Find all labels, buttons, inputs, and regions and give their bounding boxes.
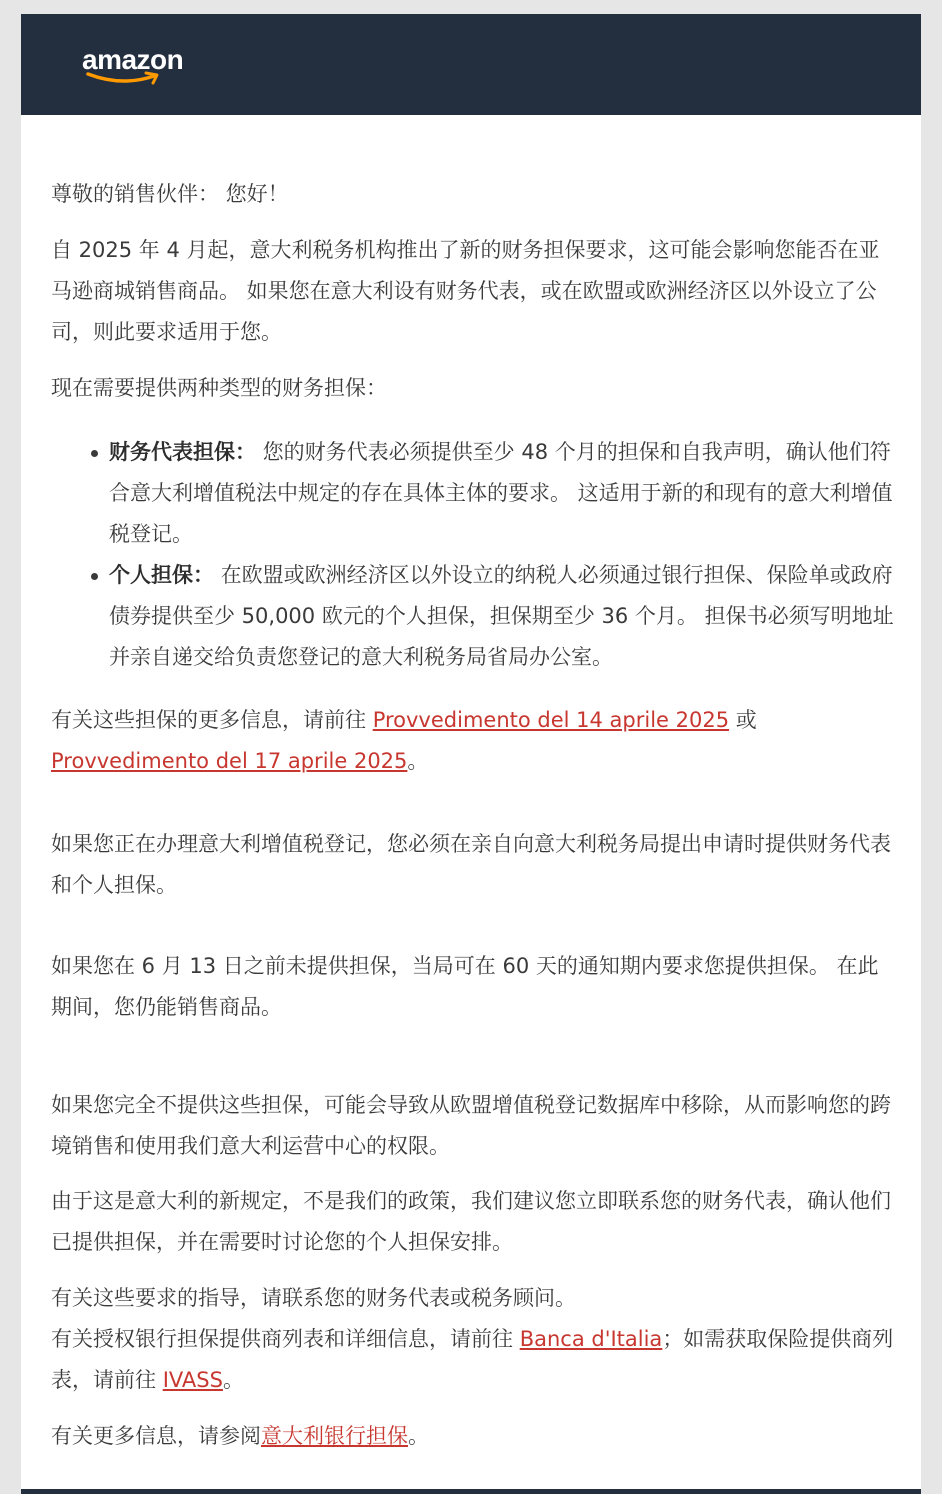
list-item-text: 您的财务代表必须提供至少 48 个月的担保和自我声明，确认他们符合意大利增值税法中规定的存在具体主体的要求。 这适用于新的和现有的意大利增值税登记。 (109, 440, 893, 546)
guidance-paragraph (51, 1278, 896, 1401)
text-span: 。 (222, 1368, 244, 1392)
amazon-logo (82, 45, 202, 89)
further-info-paragraph (51, 1416, 896, 1457)
text-span: 有关更多信息，请参阅 (51, 1424, 261, 1448)
text-span: 有关这些担保的更多信息，请前往 (51, 708, 373, 732)
text-span: ；如需获取保险提供商列表，请前往 (51, 1327, 894, 1392)
more-info-paragraph (51, 700, 896, 782)
vat-registration-paragraph: 如果您正在办理意大利增值税登记，您必须在亲自向意大利税务局提出申请时提供财务代表和个人担保。 (51, 832, 891, 897)
ivass-link[interactable]: IVASS (162, 1368, 223, 1392)
list-item (79, 432, 894, 555)
list-item-label: 个人担保： (109, 563, 214, 587)
text-span: 。 (407, 749, 429, 773)
banca-italia-link[interactable]: Banca d'Italia (519, 1327, 663, 1351)
list-item-text: 在欧盟或欧洲经济区以外设立的纳税人必须通过银行担保、保险单或政府债券提供至少 50,000 欧元的个人担保，担保期至少 36 个月。 担保书必须写明地址并亲自递交给负责您登记的意大利税务局省局办公室。 (109, 563, 894, 669)
text-span: 有关这些要求的指导，请联系您的财务代表或税务顾问。 (51, 1286, 576, 1310)
text-span: 或 (729, 708, 757, 732)
deadline-paragraph: 如果您在 6 月 13 日之前未提供担保，当局可在 60 天的通知期内要求您提供担保。 在此期间，您仍能销售商品。 (51, 954, 879, 1019)
list-item-label: 财务代表担保： (109, 440, 256, 464)
greeting: 尊敬的销售伙伴： 您好！ (51, 182, 289, 206)
guarantee-types-intro: 现在需要提供两种类型的财务担保： (51, 376, 387, 400)
intro-paragraph: 自 2025 年 4 月起，意大利税务机构推出了新的财务担保要求，这可能会影响您能否在亚马逊商城销售商品。 如果您在意大利设有财务代表，或在欧盟或欧洲经济区以外设立了公司，则此要求适用于您。 (51, 238, 880, 344)
italy-bank-guarantee-link[interactable]: 意大利银行担保 (261, 1424, 408, 1448)
recommendation-paragraph: 由于这是意大利的新规定，不是我们的政策，我们建议您立即联系您的财务代表，确认他们已提供担保，并在需要时讨论您的个人担保安排。 (51, 1189, 891, 1254)
list-item (79, 555, 894, 678)
consequence-paragraph: 如果您完全不提供这些担保，可能会导致从欧盟增值税登记数据库中移除，从而影响您的跨境销售和使用我们意大利运营中心的权限。 (51, 1093, 891, 1158)
guarantee-list (79, 432, 894, 678)
text-span: 。 (408, 1424, 429, 1448)
provvedimento-14-link[interactable]: Provvedimento del 14 aprile 2025 (372, 708, 730, 732)
amazon-logo-text: amazon (82, 44, 184, 75)
email-header (21, 14, 921, 115)
email-container (21, 14, 921, 1494)
amazon-smile-icon (86, 71, 164, 85)
footer-bar (21, 1489, 921, 1494)
provvedimento-17-link[interactable]: Provvedimento del 17 aprile 2025 (51, 749, 408, 773)
text-span: 有关授权银行担保提供商列表和详细信息，请前往 (51, 1327, 520, 1351)
